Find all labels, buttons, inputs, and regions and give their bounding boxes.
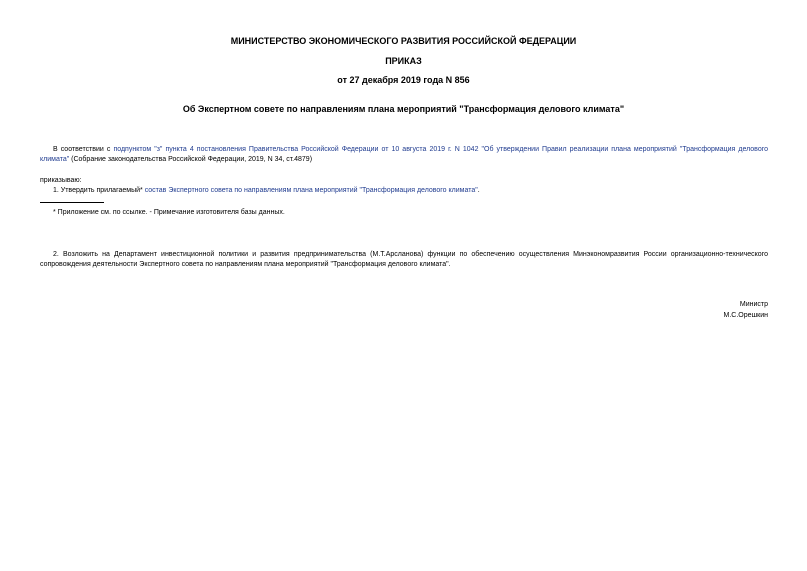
orders-word: приказываю:: [40, 177, 82, 184]
item1-suffix: .: [477, 187, 480, 194]
footnote: * Приложение см. по ссылке. - Примечание изготовителя базы данных.: [53, 209, 285, 216]
item1-prefix: 1. Утвердить прилагаемый*: [53, 187, 145, 194]
document-date: от 27 декабря 2019 года N 856: [337, 75, 470, 85]
footnote-divider: [40, 202, 104, 203]
signature-position: Министр: [739, 301, 768, 308]
basis-paragraph: [40, 145, 768, 165]
basis-suffix: (Собрание законодательства Российской Федерации, 2019, N 34, ст.4879): [69, 156, 313, 163]
council-composition-link[interactable]: состав Экспертного совета по направлениям плана мероприятий "Трансформация делового климата": [144, 187, 478, 194]
document-title: Об Экспертном совете по направлениям плана мероприятий "Трансформация делового климата": [182, 104, 625, 114]
signature-name: М.С.Орешкин: [723, 312, 768, 319]
document-type: ПРИКАЗ: [385, 56, 422, 66]
basis-prefix: В соответствии с: [53, 146, 114, 153]
basis-regulation-link[interactable]: подпунктом "з" пункта 4 постановления Правительства Российской Федерации от 10 августа 2019 г. N 1042 "Об утверждении Правил реализации плана мероприятий "Трансформация делового климата": [40, 146, 769, 163]
order-item-1: [53, 186, 480, 196]
order-item-2: 2. Возложить на Департамент инвестиционной политики и развития предпринимательства (М.Т.Арсланова) функции по обеспечению осуществления Минэкономразвития России организационно-технического сопровождения деятельности Экспертного совета по направлениям плана мероприятий "Трансформация делового климата".: [40, 251, 768, 268]
ministry-heading: МИНИСТЕРСТВО ЭКОНОМИЧЕСКОГО РАЗВИТИЯ РОССИЙСКОЙ ФЕДЕРАЦИИ: [230, 36, 577, 46]
